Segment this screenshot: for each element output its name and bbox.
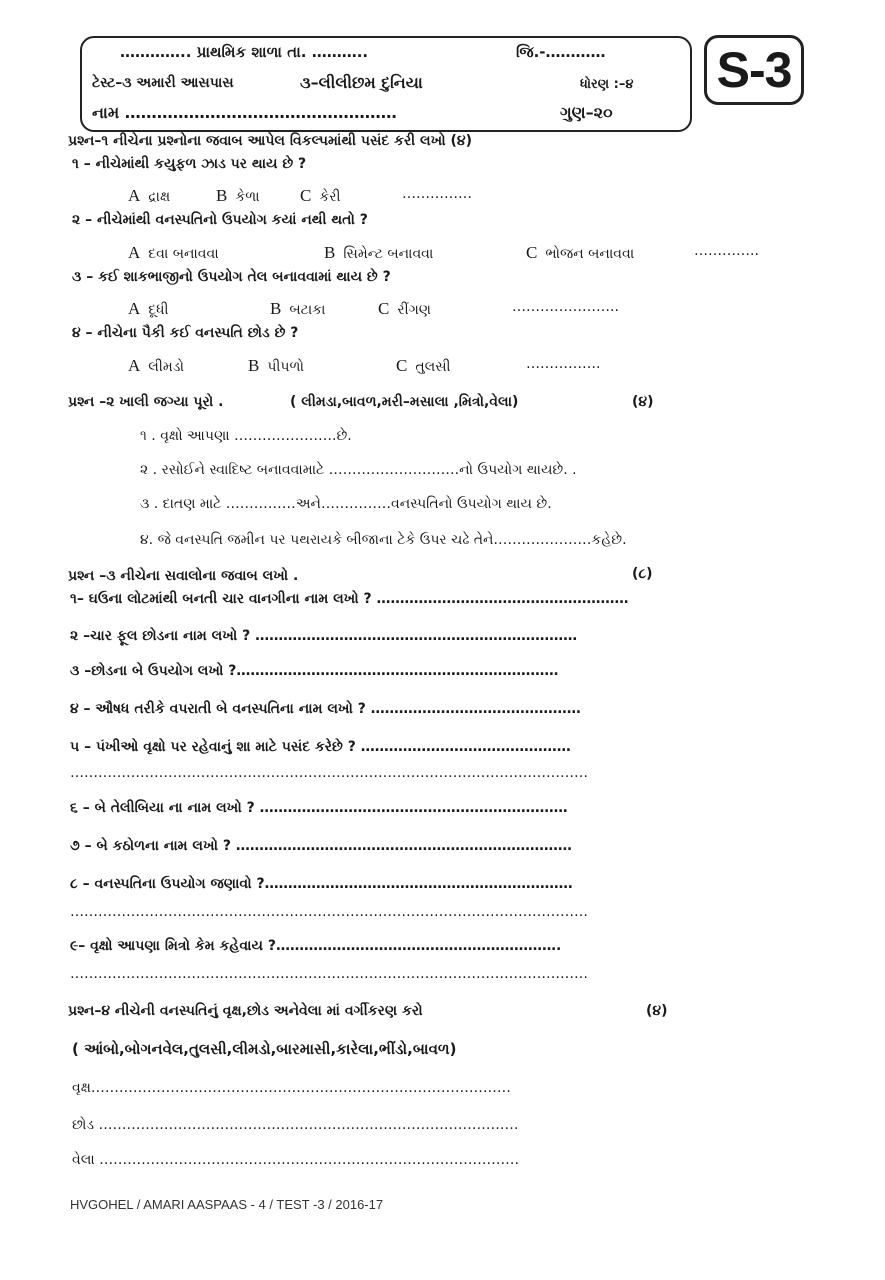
q3-item-8-extra-line: …………………………………………………………………………………………………: [70, 904, 588, 920]
q2-word-bank: ( લીમડા,બાવળ,મરી–મસાલા ,મિત્રો,વેલા): [290, 394, 519, 410]
q1-4-option-b: B પીપળો: [248, 356, 304, 375]
q3-title: પ્રશ્ન –૩ નીચેના સવાલોના જવાબ લખો .: [68, 568, 299, 584]
q3-marks: (૮): [632, 566, 653, 582]
q1-3-option-b: B બટાકા: [270, 299, 326, 318]
q1-3-option-a: A દૂધી: [128, 299, 169, 318]
q2-item-3: ૩ . દાતણ માટે ……………અને……………વનસ્પતિનો ઉપયોગ થાય છે.: [140, 496, 552, 512]
q1-item-2: ૨ – નીચેમાંથી વનસ્પતિનો ઉપયોગ કયાં નથી થતો ?: [72, 212, 368, 228]
q3-item-9: ૯– વૃક્ષો આપણા મિત્રો કેમ કહેવાય ?…………………………………………………….: [70, 938, 562, 954]
q1-title: પ્રશ્ન–૧ નીચેના પ્રશ્નોના જવાબ આપેલ વિકલ્પમાંથી પસંદ કરી લખો (૪): [68, 133, 473, 149]
test-title: ટેસ્ટ–૩ અમારી આસપાસ: [92, 75, 234, 91]
q3-item-5: ૫ – પંખીઓ વૃક્ષો પર રહેવાનું શા માટે પસંદ કરેછે ? ………………………………………: [70, 739, 571, 755]
q1-2-option-a: A દવા બનાવવા: [128, 243, 219, 262]
q1-4-answer-blank: …………….: [526, 356, 601, 372]
q3-item-6: ૬ – બે તેલીબિયા ના નામ લખો ? …………………………………………………………: [70, 800, 568, 816]
marks-label: ગુણ–૨૦: [560, 103, 613, 122]
q1-1-option-b: B કેળા: [216, 186, 260, 205]
q1-1-option-a: A દ્રાક્ષ: [128, 186, 171, 205]
test-badge: S-3: [704, 35, 804, 105]
q1-4-option-a: A લીમડો: [128, 356, 184, 375]
footer-text: HVGOHEL / AMARI AASPAAS - 4 / TEST -3 / 2016-17: [70, 1197, 384, 1212]
q1-2-option-b: B સિમેન્ટ બનાવવા: [324, 243, 434, 262]
q4-plant-list: ( આંબો,બોગનવેલ,તુલસી,લીમડો,બારમાસી,કારેલા,ભીંડો,બાવળ): [72, 1040, 457, 1058]
district-line: જિ.-…………: [516, 43, 606, 61]
q3-item-1: ૧– ઘઉના લોટમાંથી બનતી ચાર વાનગીના નામ લખો ? ………………………………………………: [70, 591, 629, 607]
q4-title: પ્રશ્ન–૪ નીચેની વનસ્પતિનું વૃક્ષ,છોડ અનેવેલા માં વર્ગીકરણ કરો: [68, 1003, 423, 1019]
q1-item-3: ૩ – કઈ શાકભાજીનો ઉપયોગ તેલ બનાવવામાં થાય છે ?: [72, 269, 391, 285]
q3-item-8: ૮ – વનસ્પતિના ઉપયોગ જણાવો ?…………………………………………………………: [70, 876, 573, 892]
q3-item-2: ૨ –ચાર ફૂલ છોડના નામ લખો ? ……………………………………………………………: [70, 628, 578, 644]
q4-row-creeper: વેલા ………………………………………………………………………………: [72, 1152, 520, 1168]
q3-item-9-extra-line: …………………………………………………………………………………………………: [70, 966, 588, 982]
q3-item-4: ૪ – ઔષધ તરીકે વપરાતી બે વનસ્પતિના નામ લખો ? ………………………………………: [70, 701, 581, 717]
q3-item-7: ૭ – બે કઠોળના નામ લખો ? ………………………………………………………………: [70, 838, 572, 854]
q2-title: પ્રશ્ન –૨ ખાલી જગ્યા પૂરો .: [68, 394, 224, 410]
standard-label: ધોરણ :–૪: [580, 77, 634, 92]
q1-4-option-c: C તુલસી: [396, 356, 451, 375]
chapter-title: ૩–લીલીછમ દુનિયા: [300, 73, 423, 92]
name-line: નામ ……………………………………………: [92, 103, 397, 122]
q2-item-4: ૪. જે વનસ્પતિ જમીન પર પથરાયકે બીજાના ટેકે ઉપર ચઢે તેને…………………કહેછે.: [140, 532, 627, 548]
q2-marks: (૪): [632, 394, 654, 410]
q4-row-tree: વૃક્ષ………………………………………………………………………………: [72, 1080, 511, 1096]
q1-2-answer-blank: …………..: [694, 243, 759, 259]
q1-3-option-c: C રીંગણ: [378, 299, 432, 318]
q4-marks: (૪): [646, 1003, 668, 1019]
q3-item-3: ૩ –છોડના બે ઉપયોગ લખો ?……………………………………………………………: [70, 663, 559, 679]
q1-2-option-c: C ભોજન બનાવવા: [526, 243, 635, 262]
q2-item-2: ૨ . રસોઈને સ્વાદિષ્ટ બનાવવામાટે ……………………….નો ઉપયોગ થાયછે. .: [140, 462, 577, 478]
q4-row-shrub: છોડ ………………………………………………………………………………: [72, 1117, 519, 1133]
q1-item-4: ૪ – નીચેના પૈકી કઈ વનસ્પતિ છોડ છે ?: [72, 325, 299, 341]
q2-item-1: ૧ . વૃક્ષો આપણા ………………….છે.: [140, 428, 352, 444]
q1-1-option-c: C કેરી: [300, 186, 341, 205]
q1-1-answer-blank: ……………: [402, 186, 472, 202]
q3-item-5-extra-line: …………………………………………………………………………………………………: [70, 765, 588, 781]
q1-3-answer-blank: …………………..: [512, 299, 619, 315]
school-line: ………….. પ્રાથમિક શાળા તા. ………..: [120, 43, 369, 61]
q1-item-1: ૧ – નીચેમાંથી કયુફળ ઝાડ પર થાય છે ?: [72, 156, 307, 172]
